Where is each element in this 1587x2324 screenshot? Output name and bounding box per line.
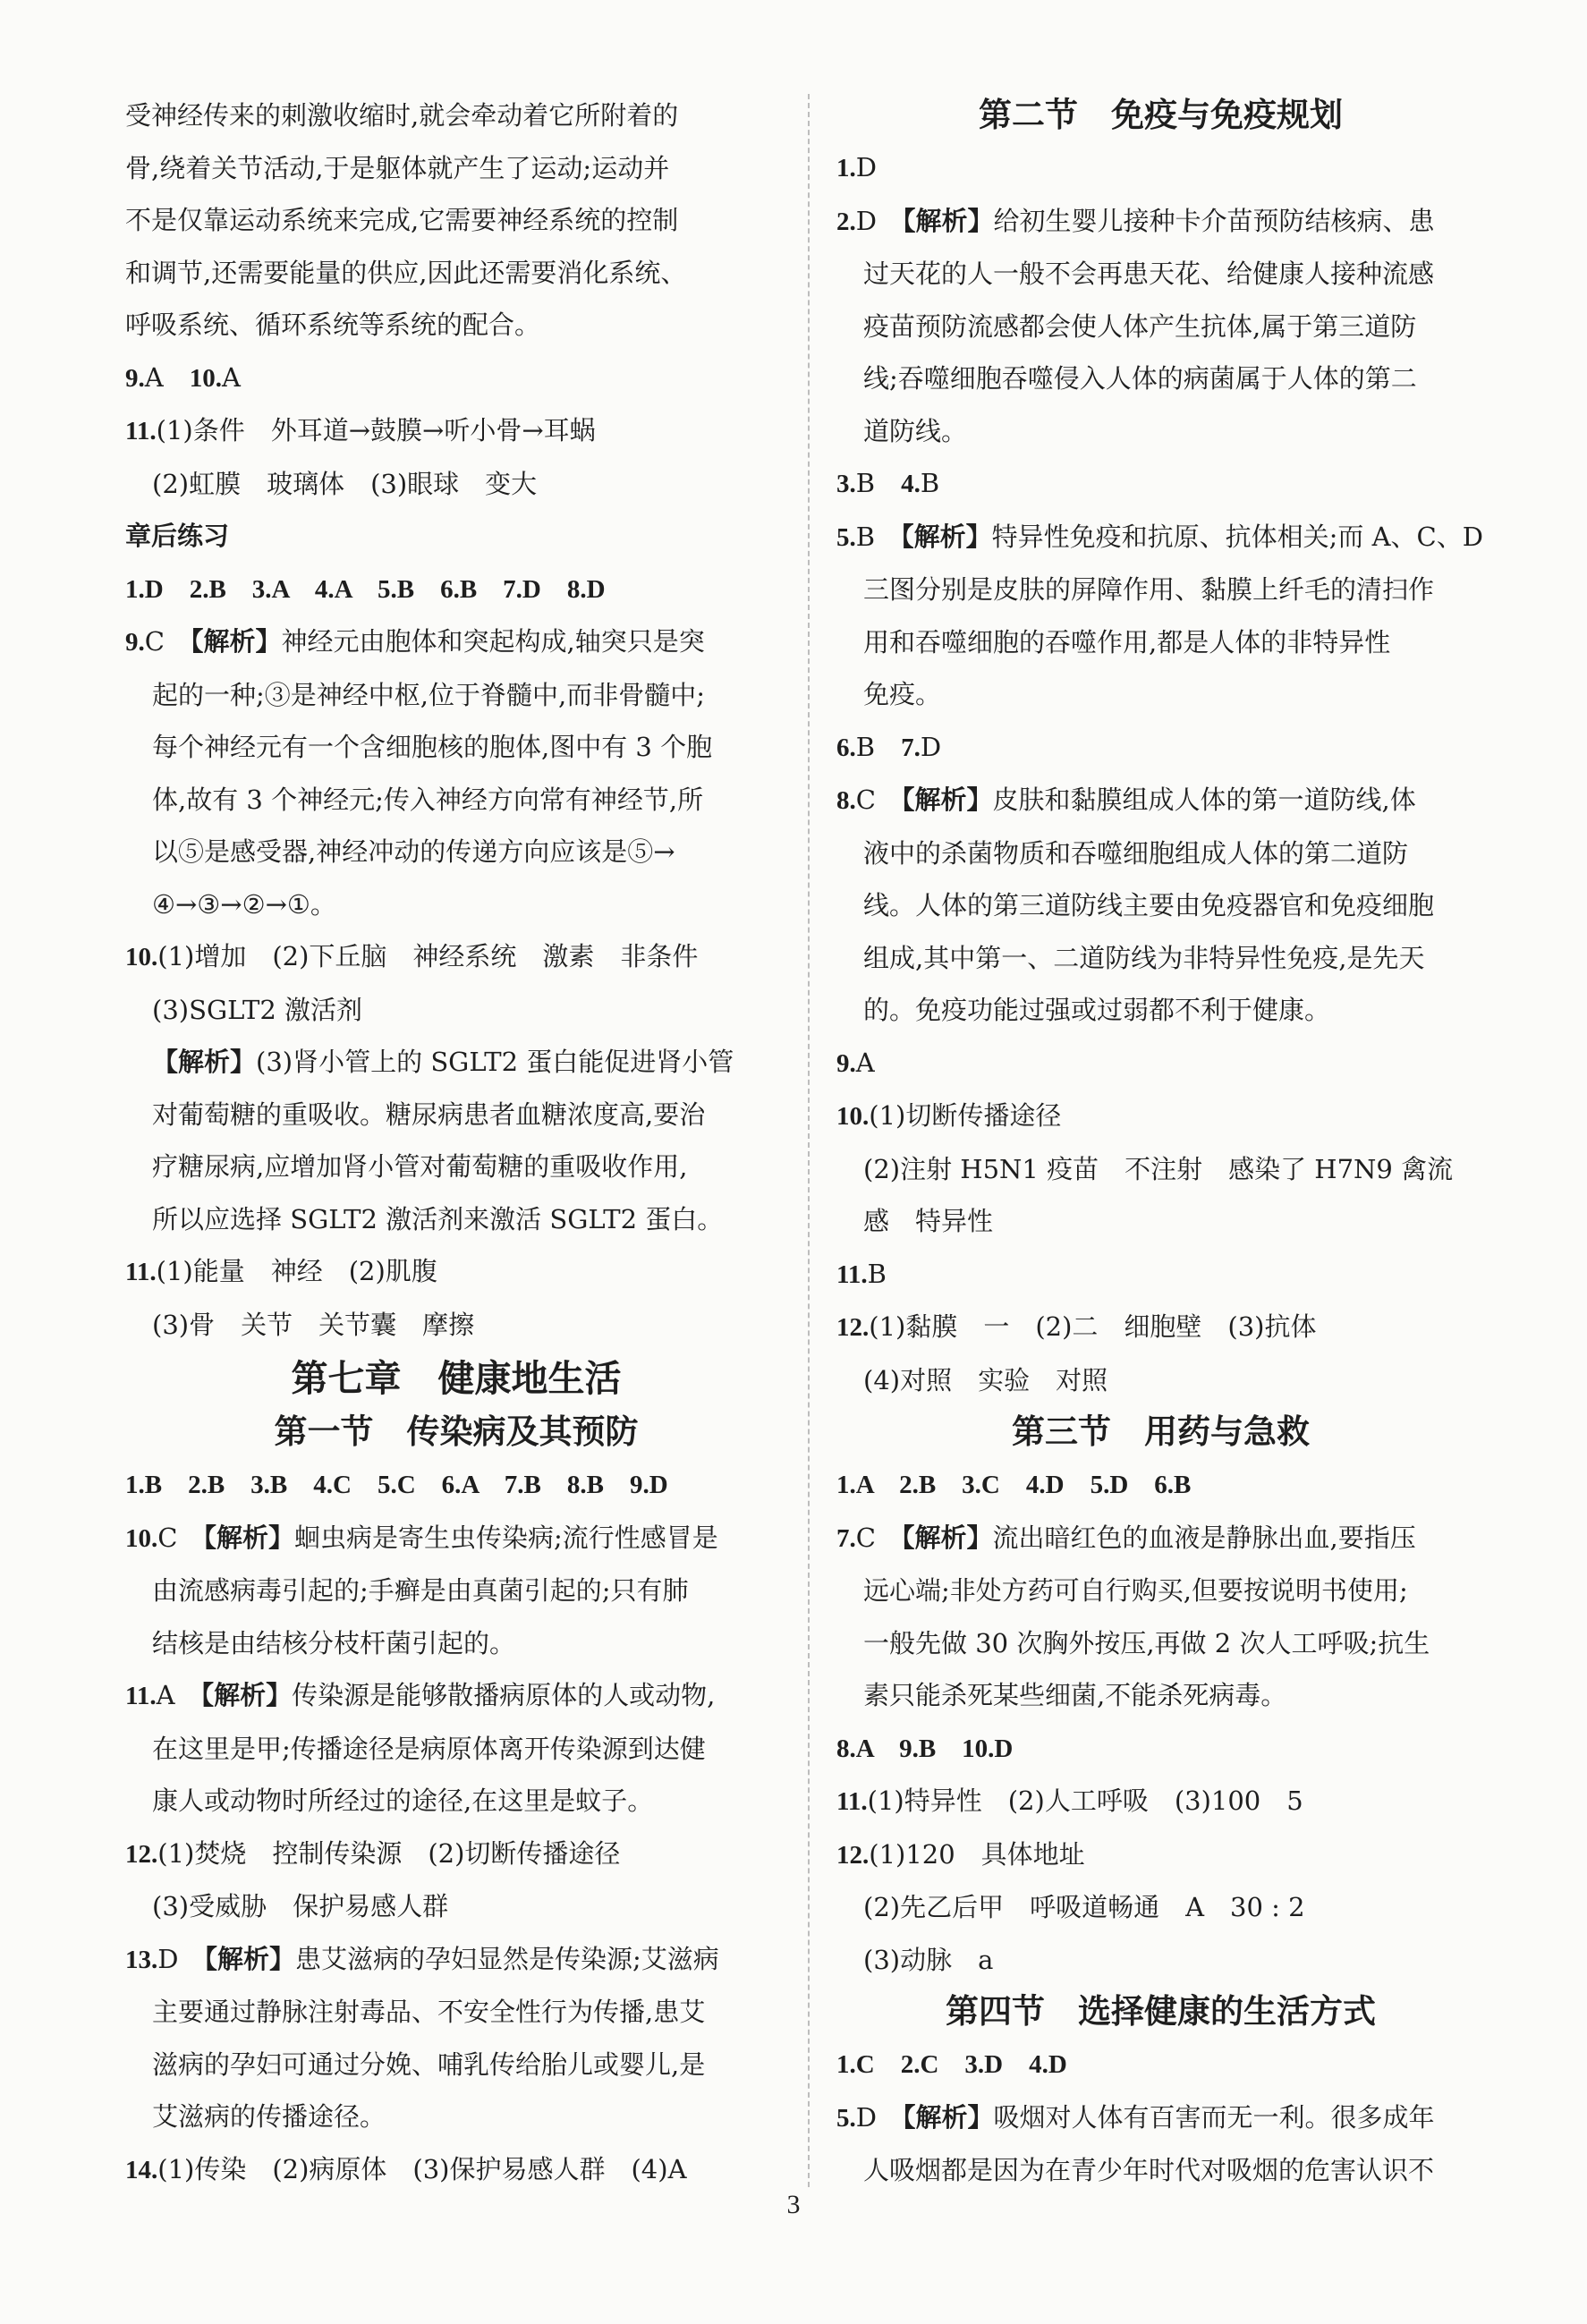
answer-line <box>125 89 787 142</box>
answer-text: (3)SGLT2 激活剂 <box>152 994 363 1025</box>
analysis-tag: 【解析】 <box>903 205 994 236</box>
question-number: 11. <box>125 1258 157 1286</box>
answer-text: 每个神经元有一个含细胞核的胞体,图中有 3 个胞 <box>152 732 713 762</box>
answer-text: 所以应选择 SGLT2 激活剂来激活 SGLT2 蛋白。 <box>152 1203 724 1234</box>
answer-text: 疫苗预防流感都会使人体产生抗体,属于第三道防 <box>863 310 1417 342</box>
question-number: 12. <box>125 1839 158 1869</box>
answer-list: 1.A 2.B 3.C 4.D 5.D 6.B <box>836 1471 1192 1499</box>
answer-line <box>125 563 787 616</box>
answer-text: C <box>855 785 902 815</box>
answer-text: C <box>157 1522 204 1553</box>
answer-text: 组成,其中第一、二道防线为非特异性免疫,是先天 <box>863 942 1425 973</box>
answer-text: D <box>157 1943 205 1974</box>
analysis-tag: 【解析】 <box>203 1522 294 1553</box>
answer-text: 蛔虫病是寄生虫传染病;流行性感冒是 <box>293 1522 718 1553</box>
answer-line <box>125 1880 787 1933</box>
answer-line <box>125 2039 787 2091</box>
answer-text: 康人或动物时所经过的途径,在这里是蚊子。 <box>152 1785 654 1816</box>
analysis-tag: 【解析】 <box>903 2101 994 2133</box>
page-number: 3 <box>786 2190 801 2219</box>
answer-line <box>836 1722 1485 1776</box>
answer-line <box>125 1141 787 1193</box>
question-number: 9. <box>836 1048 856 1078</box>
question-number: 14. <box>125 2155 158 2184</box>
answer-line <box>125 1193 787 1246</box>
answer-list: 1.D 2.B 3.A 4.A 5.B 6.B 7.D 8.D <box>125 574 606 604</box>
analysis-tag: 【解析】 <box>190 626 282 657</box>
question-number: 7. <box>901 733 921 762</box>
answer-line <box>125 247 787 300</box>
answer-line <box>836 2091 1485 2145</box>
answer-text: 流出暗红色的血液是静脉出血,要指压 <box>992 1522 1416 1553</box>
question-number: 10. <box>125 1523 158 1553</box>
answer-line <box>125 1986 787 2039</box>
answer-line <box>836 721 1485 775</box>
analysis-tag: 【解析】 <box>901 785 993 815</box>
answer-line <box>125 1775 787 1828</box>
answer-text: 用和吞噬细胞的吞噬作用,都是人体的非特异性 <box>863 626 1391 657</box>
answer-line <box>125 142 787 195</box>
answer-line <box>836 616 1485 669</box>
question-number: 10. <box>836 1102 870 1131</box>
answer-text: 一般先做 30 次胸外按压,再做 2 次人工呼吸;抗生 <box>863 1627 1430 1658</box>
answer-line <box>836 932 1485 985</box>
answer-line <box>125 1723 787 1776</box>
answer-line <box>125 1299 787 1352</box>
answer-line <box>125 2091 787 2143</box>
question-number: 4. <box>901 470 921 498</box>
question-number: 1. <box>836 154 856 182</box>
answer-line <box>836 457 1485 511</box>
answer-text: 道防线。 <box>863 415 968 446</box>
answer-text: 对葡萄糖的重吸收。糖尿病患者血糖浓度高,要治 <box>152 1098 706 1130</box>
answer-line <box>836 195 1485 249</box>
answer-line <box>836 1143 1485 1196</box>
answer-text: 远心端;非处方药可自行购买,但要按说明书使用; <box>863 1575 1408 1606</box>
right-column <box>836 89 1485 2197</box>
answer-line <box>836 984 1485 1037</box>
left-column <box>125 89 787 2196</box>
answer-text: C <box>144 626 191 657</box>
question-number: 6. <box>836 733 856 762</box>
answer-line <box>836 141 1485 195</box>
answer-text: 线;吞噬细胞吞噬侵入人体的病菌属于人体的第二 <box>863 363 1417 394</box>
answer-line <box>125 878 787 931</box>
chapter-heading: 第七章 健康地生活 <box>291 1357 622 1400</box>
answer-line <box>836 1037 1485 1090</box>
answer-text: 过天花的人一般不会再患天花、给健康人接种流感 <box>863 259 1435 289</box>
answer-text: D <box>855 2101 904 2133</box>
answer-text: 三图分别是皮肤的屏障作用、黏膜上纤毛的清扫作 <box>863 574 1435 605</box>
answer-text: (1)120 具体地址 <box>869 1838 1085 1870</box>
answer-text: (1)增加 (2)下丘脑 神经系统 激素 非条件 <box>157 941 699 971</box>
answer-text: (3)动脉 a <box>863 1944 994 1975</box>
answer-text: 特异性免疫和抗原、抗体相关;而 A、C、D <box>991 521 1483 552</box>
answer-list: 8.A 9.B 10.D <box>836 1734 1014 1763</box>
answer-text: C <box>855 1522 902 1553</box>
answer-line <box>125 1036 787 1089</box>
answer-text: 呼吸系统、循环系统等系统的配合。 <box>125 310 541 340</box>
answer-line <box>836 1090 1485 1143</box>
answer-text: (2)虹膜 玻璃体 (3)眼球 变大 <box>152 468 538 499</box>
answer-text: D <box>855 205 904 236</box>
question-number: 8. <box>836 786 856 815</box>
answer-line <box>125 1669 787 1723</box>
answer-text: 由流感病毒引起的;手癣是由真菌引起的;只有肺 <box>152 1575 689 1606</box>
answer-text: 神经元由胞体和突起构成,轴突只是突 <box>281 626 705 657</box>
answer-line <box>125 404 787 458</box>
answer-text: D <box>920 731 942 762</box>
answer-text: (3)受威胁 保护易感人群 <box>152 1891 449 1921</box>
answer-text: 结核是由结核分枝杆菌引起的。 <box>152 1627 516 1658</box>
answer-line <box>836 564 1485 616</box>
answer-line <box>836 405 1485 458</box>
answer-text: 素只能杀死某些细菌,不能杀死病毒。 <box>863 1680 1287 1710</box>
answer-text: 疗糖尿病,应增加肾小管对葡萄糖的重吸收作用, <box>152 1151 688 1182</box>
answer-line <box>836 301 1485 353</box>
answer-text: 感 特异性 <box>863 1206 994 1236</box>
answer-line <box>836 511 1485 564</box>
answer-text: 线。人体的第三道防线主要由免疫器官和免疫细胞 <box>863 890 1435 920</box>
answer-line <box>836 2144 1485 2197</box>
answer-text: 以⑤是感受器,神经冲动的传递方向应该是⑤→ <box>152 836 675 867</box>
answer-text: B <box>855 468 902 498</box>
answer-text: A <box>855 1047 875 1078</box>
answer-text: B <box>920 468 940 498</box>
answer-line <box>836 1458 1485 1512</box>
answer-line <box>836 1775 1485 1828</box>
answer-text: (2)注射 H5N1 疫苗 不注射 感染了 H7N9 禽流 <box>863 1153 1454 1184</box>
answer-text: (1)传染 (2)病原体 (3)保护易感人群 (4)A <box>157 2153 687 2184</box>
answer-line <box>836 879 1485 932</box>
answer-text: 患艾滋病的孕妇显然是传染源;艾滋病 <box>295 1943 719 1974</box>
answer-line <box>125 1933 787 1987</box>
answer-list: 1.C 2.C 3.D 4.D <box>836 2050 1067 2079</box>
section-heading: 第一节 传染病及其预防 <box>274 1412 639 1451</box>
answer-line <box>125 299 787 352</box>
answer-line <box>836 1934 1485 1987</box>
question-number: 11. <box>125 417 157 445</box>
question-number: 5. <box>836 522 856 552</box>
question-number: 11. <box>125 1682 157 1710</box>
answer-line <box>836 1565 1485 1617</box>
answer-text: 液中的杀菌物质和吞噬细胞组成人体的第二道防 <box>863 837 1409 869</box>
answer-line <box>125 458 787 511</box>
answer-text: (3)肾小管上的 SGLT2 蛋白能促进肾小管 <box>256 1047 734 1077</box>
answer-line <box>125 826 787 878</box>
answer-text: (1)焚烧 控制传染源 (2)切断传播途径 <box>157 1837 621 1869</box>
analysis-tag: 【解析】 <box>152 1047 257 1077</box>
answer-text: A <box>156 1680 201 1710</box>
answer-line <box>125 669 787 722</box>
question-number: 7. <box>836 1523 856 1553</box>
answer-line <box>836 1617 1485 1670</box>
question-number: 2. <box>836 207 856 236</box>
answer-text: 传染源是能够散播病原体的人或动物, <box>292 1680 716 1710</box>
answer-line <box>125 774 787 827</box>
section-heading: 第三节 用药与急救 <box>1012 1412 1310 1451</box>
answer-text: 受神经传来的刺激收缩时,就会牵动着它所附着的 <box>125 100 679 131</box>
answer-line <box>125 615 787 669</box>
question-number: 10. <box>189 363 222 393</box>
answer-text: 免疫。 <box>863 679 942 709</box>
answer-line <box>836 827 1485 880</box>
answer-line <box>125 1565 787 1617</box>
question-number: 9. <box>125 628 145 657</box>
answer-line <box>836 1248 1485 1302</box>
answer-line <box>125 1089 787 1141</box>
answer-text: 和调节,还需要能量的供应,因此还需要消化系统、 <box>125 257 687 288</box>
answer-text: 在这里是甲;传播途径是病原体离开传染源到达健 <box>152 1733 706 1764</box>
answer-line <box>836 352 1485 405</box>
column-divider <box>808 94 810 2187</box>
answer-text: (1)黏膜 一 (2)二 细胞壁 (3)抗体 <box>869 1311 1317 1342</box>
answer-line <box>125 1512 787 1565</box>
answer-line <box>125 2143 787 2197</box>
answer-text: 滋病的孕妇可通过分娩、哺乳传给胎儿或婴儿,是 <box>152 2048 706 2080</box>
answer-text: A <box>144 361 190 393</box>
answer-line <box>125 930 787 984</box>
answer-line <box>836 1881 1485 1934</box>
answer-text: 体,故有 3 个神经元;传入神经方向常有神经节,所 <box>152 784 704 815</box>
section-heading: 第二节 免疫与免疫规划 <box>979 96 1343 134</box>
answer-text: 皮肤和黏膜组成人体的第一道防线,体 <box>992 785 1416 815</box>
answer-text: 吸烟对人体有百害而无一利。很多成年 <box>993 2101 1435 2133</box>
answer-line <box>125 1828 787 1881</box>
question-number: 12. <box>836 1313 870 1342</box>
answer-text: 起的一种;③是神经中枢,位于脊髓中,而非骨髓中; <box>152 679 705 710</box>
answer-text: (1)特异性 (2)人工呼吸 (3)100 5 <box>867 1785 1303 1816</box>
answer-text: 的。免疫功能过强或过弱都不利于健康。 <box>863 995 1331 1025</box>
answer-line <box>836 248 1485 301</box>
answer-text: B <box>867 1258 887 1289</box>
analysis-tag: 【解析】 <box>204 1943 296 1974</box>
answer-text: (4)对照 实验 对照 <box>863 1364 1108 1395</box>
answer-text: (1)能量 神经 (2)肌腹 <box>156 1256 437 1286</box>
answer-text: 骨,绕着关节活动,于是躯体就产生了运动;运动并 <box>125 152 670 183</box>
answer-text: 不是仅靠运动系统来完成,它需要神经系统的控制 <box>125 205 679 235</box>
answer-line <box>125 352 787 405</box>
answer-text: ④→③→②→①。 <box>152 888 336 920</box>
answer-line <box>125 194 787 247</box>
answer-line <box>836 1301 1485 1354</box>
question-number: 3. <box>836 470 856 498</box>
answer-text: (2)先乙后甲 呼吸道畅通 A 30 : 2 <box>863 1892 1305 1922</box>
subsection-heading: 章后练习 <box>125 521 230 551</box>
answer-text: (3)骨 关节 关节囊 摩擦 <box>152 1309 475 1340</box>
answer-line <box>125 1617 787 1670</box>
answer-text: 艾滋病的传播途径。 <box>152 2101 386 2132</box>
analysis-tag: 【解析】 <box>200 1680 293 1710</box>
answer-line <box>836 1195 1485 1248</box>
answer-text: A <box>221 361 241 393</box>
question-number: 13. <box>125 1945 158 1974</box>
answer-line <box>836 774 1485 827</box>
answer-line <box>836 1669 1485 1722</box>
answer-line <box>125 721 787 774</box>
question-number: 5. <box>836 2103 856 2133</box>
answer-text: 给初生婴儿接种卡介苗预防结核病、患 <box>993 205 1435 236</box>
section-heading: 第四节 选择健康的生活方式 <box>946 1992 1376 2031</box>
answer-text: D <box>855 152 878 182</box>
answer-list: 1.B 2.B 3.B 4.C 5.C 6.A 7.B 8.B 9.D <box>125 1471 668 1499</box>
answer-line <box>836 1828 1485 1882</box>
answer-text: 人吸烟都是因为在青少年时代对吸烟的危害认识不 <box>863 2155 1435 2185</box>
answer-text: 主要通过静脉注射毒品、不安全性行为传播,患艾 <box>152 1997 706 2027</box>
question-number: 11. <box>836 1260 868 1289</box>
answer-line <box>836 1354 1485 1407</box>
answer-text: (1)切断传播途径 <box>869 1100 1062 1131</box>
answer-line <box>125 984 787 1037</box>
answer-line <box>836 668 1485 721</box>
answer-line <box>836 1512 1485 1565</box>
answer-line <box>125 1245 787 1299</box>
analysis-tag: 【解析】 <box>901 1522 993 1553</box>
answer-text: B <box>855 731 902 762</box>
answer-text: (1)条件 外耳道→鼓膜→听小骨→耳蜗 <box>156 415 596 445</box>
answer-line <box>125 1458 787 1512</box>
question-number: 12. <box>836 1840 870 1870</box>
question-number: 9. <box>125 363 145 393</box>
answer-text: B <box>855 521 902 552</box>
analysis-tag: 【解析】 <box>901 521 992 552</box>
answer-line <box>836 2038 1485 2091</box>
question-number: 10. <box>125 943 158 971</box>
question-number: 11. <box>836 1787 868 1816</box>
